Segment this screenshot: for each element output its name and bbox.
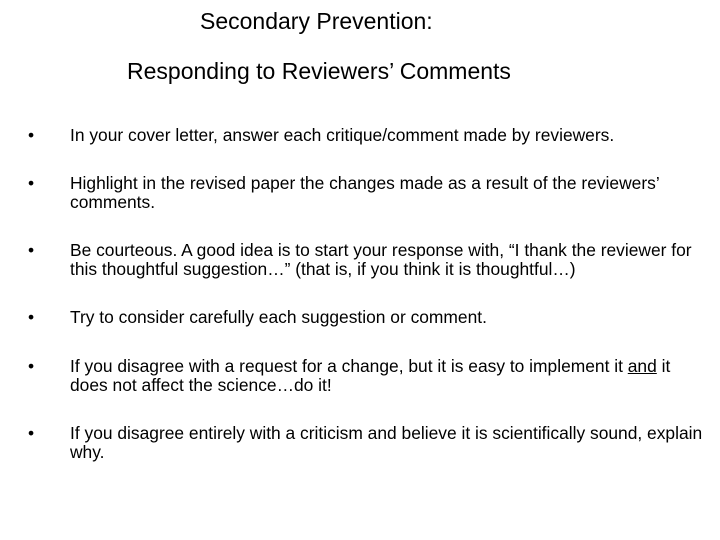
bullet-text-after: it does not affect the science…do it! xyxy=(70,356,671,395)
bullet-text: If you disagree entirely with a criticism and believe it is scientifically sound, explain why. xyxy=(70,423,703,462)
bullet-text xyxy=(70,356,670,395)
bullet-icon: • xyxy=(28,240,35,260)
bullet-item xyxy=(28,241,708,279)
bullet-text: Highlight in the revised paper the changes made as a result of the reviewers’ comments. xyxy=(70,173,660,212)
bullet-text: In your cover letter, answer each critique/comment made by reviewers. xyxy=(70,125,615,145)
bullet-icon: • xyxy=(28,125,35,145)
bullet-list xyxy=(28,126,708,462)
bullet-text-before: If you disagree with a request for a change, but it is easy to implement it xyxy=(70,356,628,376)
bullet-text: Try to consider carefully each suggestion or comment. xyxy=(70,307,487,327)
bullet-icon: • xyxy=(28,356,35,376)
bullet-icon: • xyxy=(28,173,35,193)
bullet-icon: • xyxy=(28,423,35,443)
bullet-text: Be courteous. A good idea is to start your response with, “I thank the reviewer for this thoughtful suggestion…” (that is, if you think it is thoughtful…) xyxy=(70,240,692,279)
bullet-item xyxy=(28,424,708,462)
bullet-item xyxy=(28,357,708,395)
slide-title: Secondary Prevention: xyxy=(200,8,433,34)
slide-subtitle: Responding to Reviewers’ Comments xyxy=(127,58,511,84)
bullet-item xyxy=(28,174,708,212)
bullet-text-underlined: and xyxy=(627,356,657,376)
bullet-item xyxy=(28,126,708,145)
bullet-item xyxy=(28,308,708,327)
bullet-icon: • xyxy=(28,307,35,327)
